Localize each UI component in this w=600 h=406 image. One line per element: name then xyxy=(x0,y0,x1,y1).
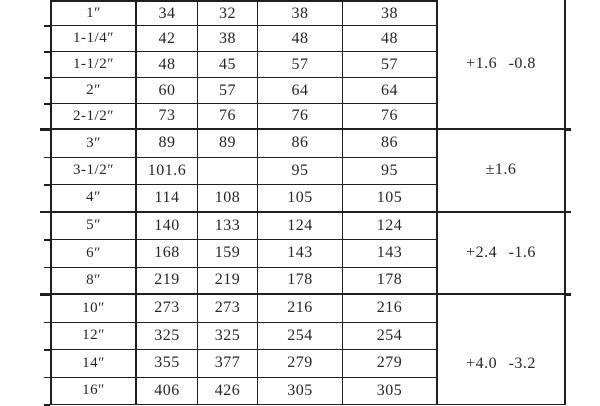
size-cell: 1″ xyxy=(50,0,137,26)
value-cell: 89 xyxy=(137,130,198,158)
value-cell: 76 xyxy=(198,104,258,130)
value-cell: 95 xyxy=(258,158,343,186)
size-cell: 5″ xyxy=(50,213,137,241)
tolerance-cell: ±1.6 xyxy=(438,130,566,213)
size-cell: 4″ xyxy=(50,185,137,213)
value-cell: 101.6 xyxy=(137,158,198,186)
value-cell: 38 xyxy=(343,0,438,26)
value-cell: 133 xyxy=(198,213,258,241)
value-cell: 143 xyxy=(343,240,438,268)
value-cell xyxy=(198,158,258,186)
value-cell: 105 xyxy=(343,185,438,213)
tolerance-cell: +2.4 -1.6 xyxy=(438,213,566,296)
value-cell: 34 xyxy=(137,0,198,26)
value-cell: 216 xyxy=(343,295,438,323)
value-cell: 140 xyxy=(137,213,198,241)
value-cell: 406 xyxy=(137,378,198,406)
value-cell: 273 xyxy=(198,295,258,323)
value-cell: 377 xyxy=(198,350,258,378)
size-cell: 2-1/2″ xyxy=(50,104,137,130)
value-cell: 219 xyxy=(198,268,258,296)
size-cell: 10″ xyxy=(50,295,137,323)
value-cell: 48 xyxy=(343,26,438,52)
size-cell: 6″ xyxy=(50,240,137,268)
value-cell: 64 xyxy=(258,78,343,104)
value-cell: 124 xyxy=(343,213,438,241)
value-cell: 76 xyxy=(343,104,438,130)
value-cell: 108 xyxy=(198,185,258,213)
value-cell: 279 xyxy=(258,350,343,378)
value-cell: 60 xyxy=(137,78,198,104)
value-cell: 57 xyxy=(198,78,258,104)
value-cell: 57 xyxy=(343,52,438,78)
value-cell: 89 xyxy=(198,130,258,158)
value-cell: 86 xyxy=(343,130,438,158)
size-cell: 16″ xyxy=(50,378,137,406)
value-cell: 105 xyxy=(258,185,343,213)
value-cell: 279 xyxy=(343,350,438,378)
size-cell: 8″ xyxy=(50,268,137,296)
size-cell: 3-1/2″ xyxy=(50,158,137,186)
value-cell: 114 xyxy=(137,185,198,213)
size-cell: 1-1/2″ xyxy=(50,52,137,78)
pipe-spec-table xyxy=(50,0,566,405)
value-cell: 64 xyxy=(343,78,438,104)
value-cell: 426 xyxy=(198,378,258,406)
value-cell: 178 xyxy=(343,268,438,296)
value-cell: 76 xyxy=(258,104,343,130)
value-cell: 178 xyxy=(258,268,343,296)
value-cell: 124 xyxy=(258,213,343,241)
value-cell: 159 xyxy=(198,240,258,268)
value-cell: 48 xyxy=(258,26,343,52)
value-cell: 219 xyxy=(137,268,198,296)
value-cell: 38 xyxy=(198,26,258,52)
value-cell: 57 xyxy=(258,52,343,78)
value-cell: 42 xyxy=(137,26,198,52)
value-cell: 254 xyxy=(343,323,438,351)
size-cell: 12″ xyxy=(50,323,137,351)
value-cell: 73 xyxy=(137,104,198,130)
value-cell: 325 xyxy=(137,323,198,351)
value-cell: 95 xyxy=(343,158,438,186)
value-cell: 86 xyxy=(258,130,343,158)
value-cell: 168 xyxy=(137,240,198,268)
value-cell: 273 xyxy=(137,295,198,323)
size-cell: 14″ xyxy=(50,350,137,378)
value-cell: 325 xyxy=(198,323,258,351)
value-cell: 305 xyxy=(258,378,343,406)
size-cell: 3″ xyxy=(50,130,137,158)
value-cell: 305 xyxy=(343,378,438,406)
value-cell: 355 xyxy=(137,350,198,378)
value-cell: 32 xyxy=(198,0,258,26)
tolerance-cell: +4.0 -3.2 xyxy=(438,295,566,405)
size-cell: 1-1/4″ xyxy=(50,26,137,52)
value-cell: 216 xyxy=(258,295,343,323)
size-cell: 2″ xyxy=(50,78,137,104)
value-cell: 45 xyxy=(198,52,258,78)
value-cell: 38 xyxy=(258,0,343,26)
value-cell: 143 xyxy=(258,240,343,268)
value-cell: 254 xyxy=(258,323,343,351)
tolerance-cell: +1.6 -0.8 xyxy=(438,0,566,130)
value-cell: 48 xyxy=(137,52,198,78)
